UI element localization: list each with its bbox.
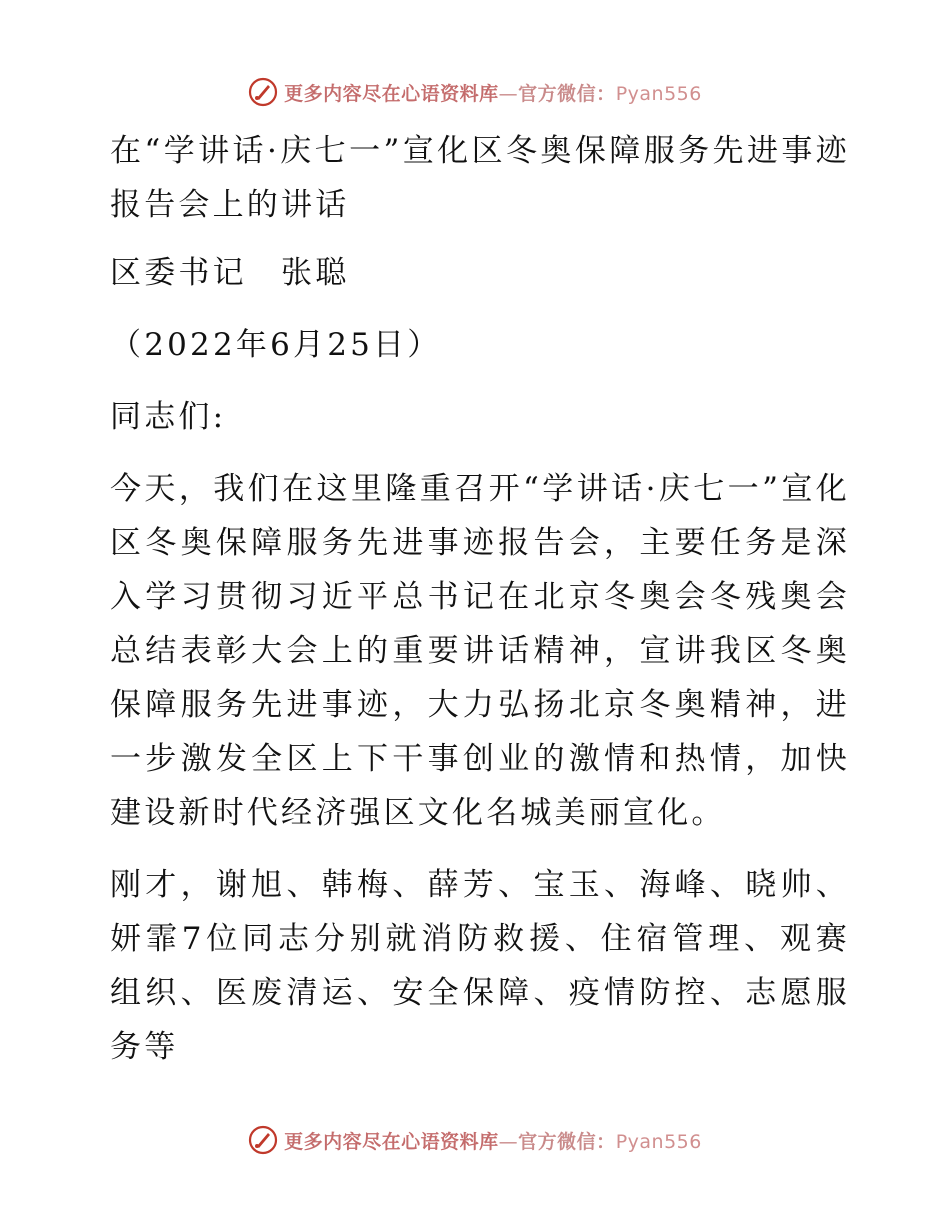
brand-logo-icon <box>248 1125 278 1155</box>
banner-sub-text: 官方微信： <box>518 1130 616 1153</box>
document-body <box>98 124 850 1092</box>
banner-main-text: 更多内容尽在心语资料库 <box>284 82 499 105</box>
brand-logo-icon <box>248 77 278 107</box>
document-title: 在“学讲话·庆七一”宣化区冬奥保障服务先进事迹报告会上的讲话 <box>110 133 850 223</box>
header-watermark-banner <box>0 70 950 114</box>
document-paragraph-2: 刚才，谢旭、韩梅、薛芳、宝玉、海峰、晓帅、妍霏7位同志分别就消防救援、住宿管理、观赛组织、医废清运、安全保障、疫情防控、志愿服务等 <box>110 867 850 1065</box>
banner-sub-text: 官方微信： <box>518 82 616 105</box>
document-paragraph-1: 今天，我们在这里隆重召开“学讲话·庆七一”宣化区冬奥保障服务先进事迹报告会，主要任务是深入学习贯彻习近平总书记在北京冬奥会冬残奥会总结表彰大会上的重要讲话精神，宣讲我区冬奥保障服务先进事迹，大力弘扬北京冬奥精神，进一步激发全区上下干事创业的激情和热情，加快建设新时代经济强区文化名城美丽宣化。 <box>110 471 850 831</box>
document-author: 区委书记 张聪 <box>110 255 350 291</box>
banner-main-text: 更多内容尽在心语资料库 <box>284 1130 499 1153</box>
banner-dash: — <box>498 82 519 105</box>
banner-dash: — <box>498 1130 519 1153</box>
banner-text <box>284 79 702 106</box>
document-greeting: 同志们: <box>110 399 227 435</box>
footer-watermark-banner <box>0 1118 950 1162</box>
banner-wechat-id: Pyan556 <box>615 82 702 105</box>
banner-wechat-id: Pyan556 <box>615 1130 702 1153</box>
banner-text <box>284 1127 702 1154</box>
document-date: （2022年6月25日） <box>110 327 442 363</box>
